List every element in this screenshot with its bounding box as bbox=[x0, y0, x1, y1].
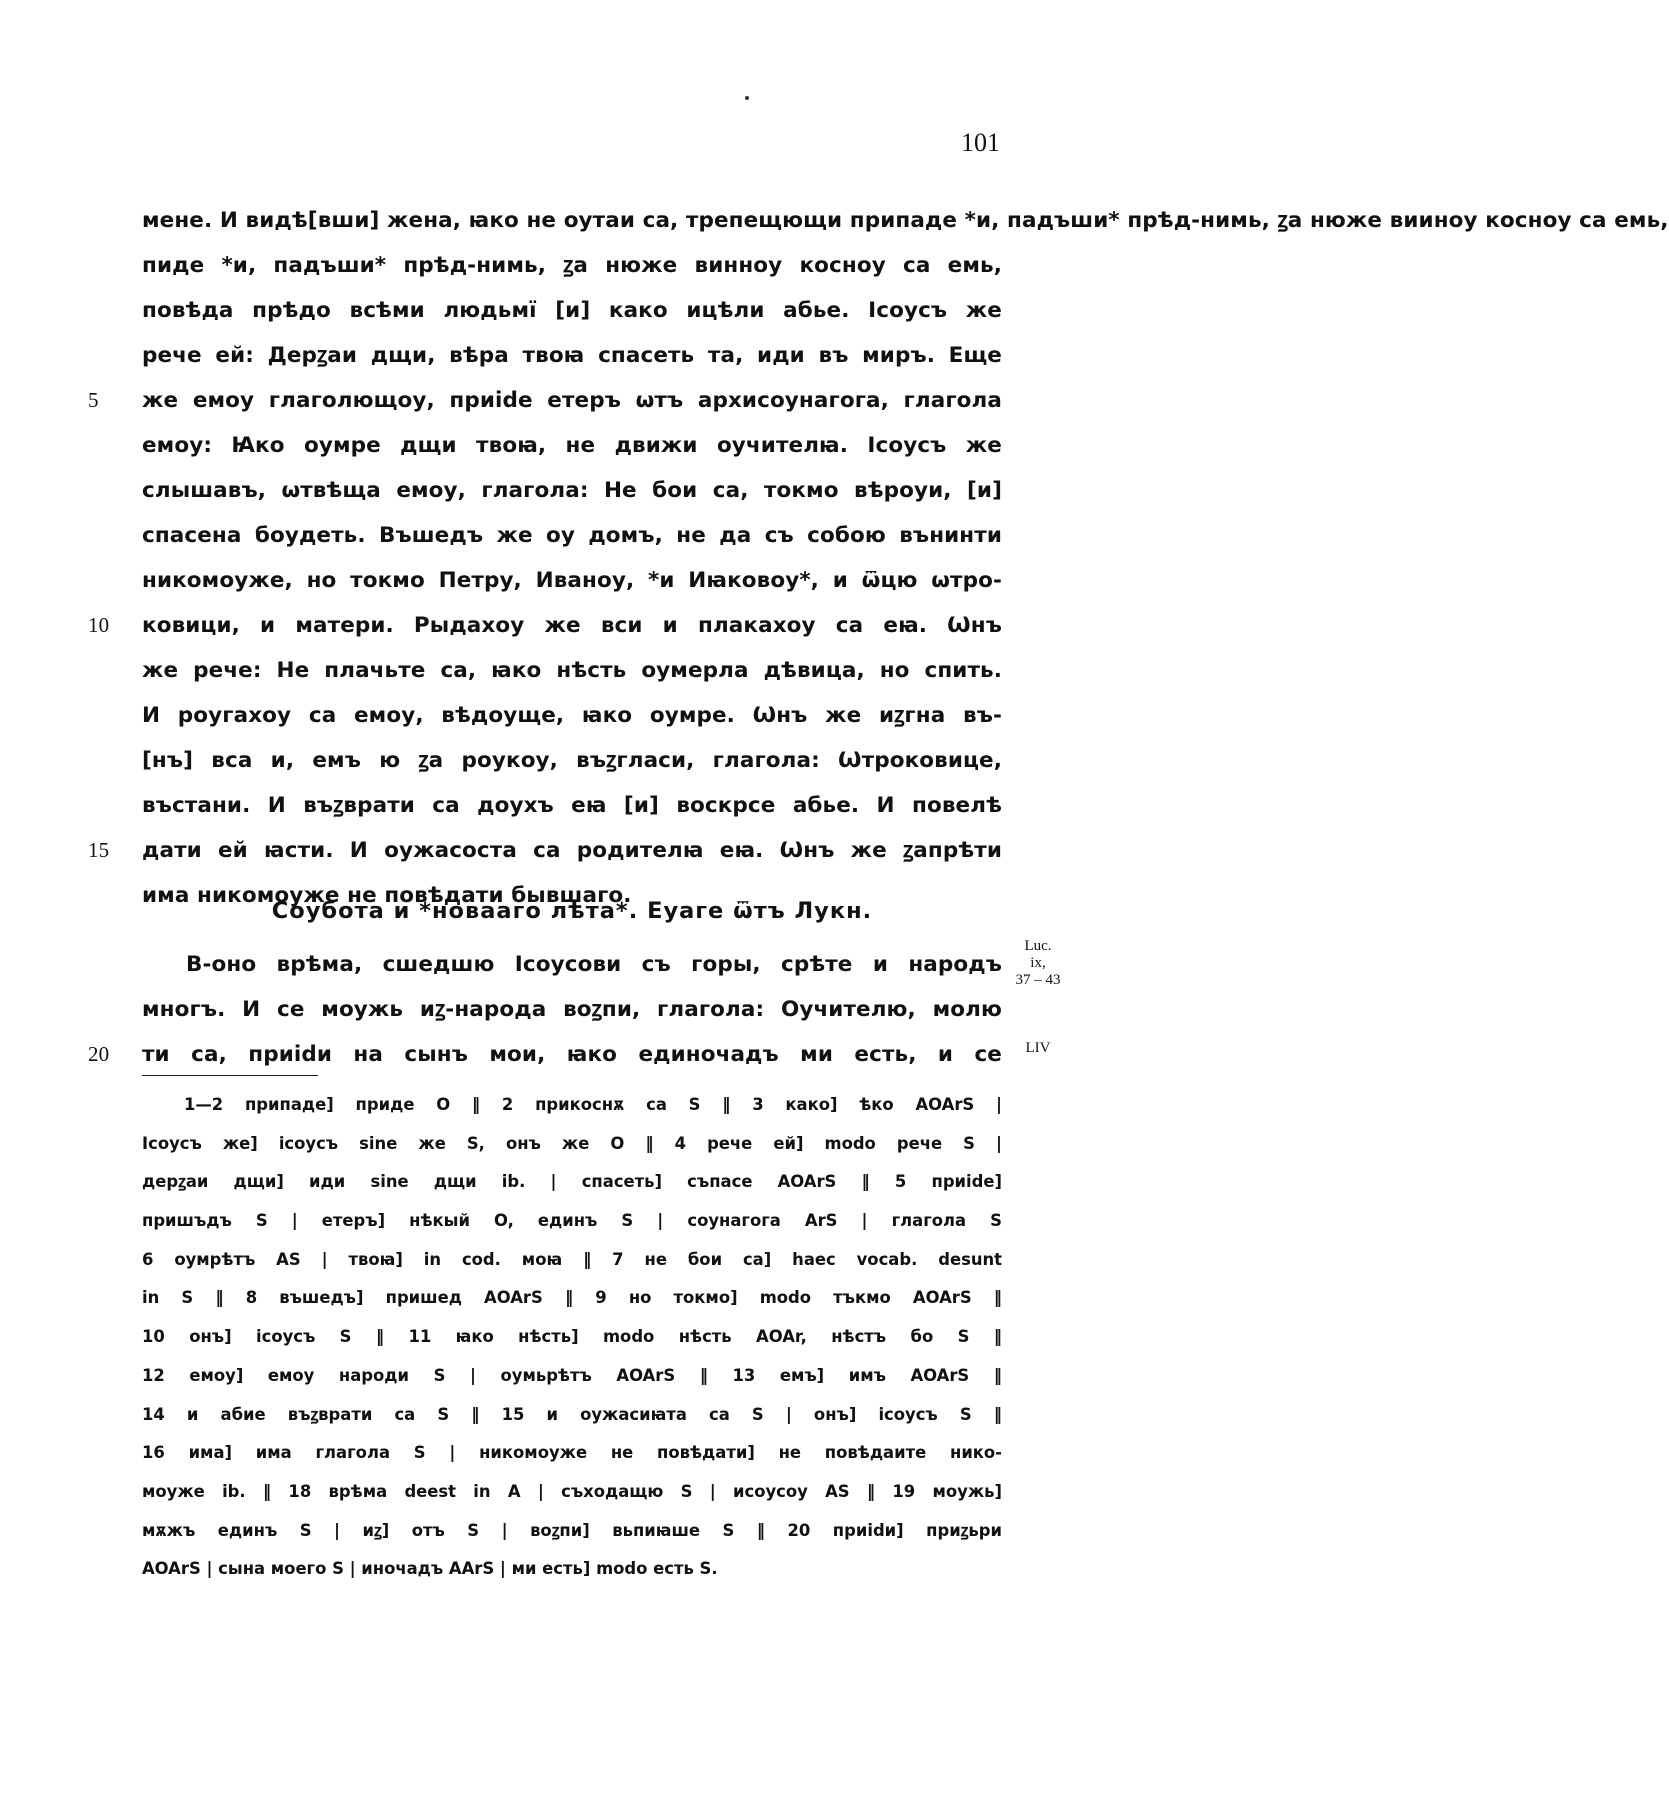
line-text: дати ей ꙗсти. И оужасоста са родителꙗ еꙗ. Ѡнъ же ꙁапрѣти bbox=[142, 838, 1002, 863]
text-line bbox=[142, 468, 1002, 513]
line-text: же емоу глаголющоу, приide етеръ ѡтъ архисоунагога, глагола bbox=[142, 388, 1002, 413]
text-line bbox=[142, 423, 1002, 468]
footnote-line: 1—2 припаде] приде O ‖ 2 прикоснѫ са S ‖ 3 како] ѣко AOArS | bbox=[184, 1095, 1002, 1114]
text-line bbox=[88, 828, 1002, 873]
footnote-line: 12 емоу] емоу народи S | оумьрѣтъ AOArS ‖ 13 емъ] имъ AOArS ‖ bbox=[142, 1365, 1002, 1385]
line-text: ковици, и матери. Рыдахоу же вси и плакахоу са еꙗ. Ѡнъ bbox=[142, 613, 1002, 638]
section-heading: Соубота и *новааго лѣта*. Еуаге ѿтъ Лукн. bbox=[271, 898, 873, 924]
line-text: В-оно врѣма, сшедшю Ісоусови съ горы, срѣте и народъ bbox=[186, 952, 1002, 977]
line-text: емоу: Ꙗко оумре дщи твоꙗ, не движи оучителꙗ. Ісоусъ же bbox=[142, 433, 1002, 458]
margin-section-number: LIV bbox=[1025, 1040, 1051, 1056]
line-number: 5 bbox=[88, 388, 99, 412]
line-text: има никомоуже не повѣдати бывшаго. bbox=[142, 883, 632, 908]
text-line bbox=[88, 603, 1002, 648]
footnote-rule bbox=[142, 1075, 318, 1076]
margin-ref-chapter: ix, bbox=[1030, 955, 1046, 971]
text-line bbox=[142, 987, 1002, 1032]
line-text: же рече: Не плачьте са, ꙗко нѣсть оумерла дѣвица, но спить. bbox=[142, 658, 1002, 683]
text-line bbox=[88, 1032, 1002, 1077]
text-line bbox=[142, 288, 1002, 333]
line-number: 20 bbox=[88, 1042, 110, 1066]
ink-speck bbox=[745, 96, 749, 100]
footnote-line: дерꙁаи дщи] иди sine дщи ib. | спасеть] съпасе AOArS ‖ 5 приide] bbox=[142, 1172, 1002, 1192]
line-text: И роугахоу са емоу, вѣдоуще, ꙗко оумре. Ѡнъ же иꙁгна въ- bbox=[142, 703, 1002, 728]
footnote-line: AOArS | сына моего S | иночадъ AArS | ми есть] modo есть S. bbox=[142, 1559, 718, 1579]
footnote-line: мѫжъ единъ S | иꙁ] отъ S | воꙁпи] вьпиꙗше S ‖ 20 приidи] приꙁьри bbox=[142, 1520, 1002, 1540]
footnote-line: 10 онъ] ісоусъ S ‖ 11 ꙗко нѣсть] modo нѣсть AOAr, нѣстъ бо S ‖ bbox=[142, 1327, 1002, 1347]
footnote-line: 16 има] има глагола S | никомоуже не повѣдати] не повѣдаите нико- bbox=[142, 1443, 1002, 1463]
text-line bbox=[142, 783, 1002, 828]
text-line bbox=[142, 648, 1002, 693]
line-text: слышавъ, ѡтвѣща емоу, глагола: Не бои са, токмо вѣроуи, [и] bbox=[142, 478, 1002, 503]
text-line bbox=[142, 198, 1669, 243]
text-line bbox=[142, 942, 1002, 987]
line-text: спасена боудеть. Въшедъ же оу домъ, не да съ собою вънинти bbox=[142, 523, 1002, 548]
text-line bbox=[142, 693, 1002, 738]
line-text: [нъ] вса и, емъ ю ꙁа роукоу, въꙁгласи, глагола: Ѡтроковице, bbox=[142, 748, 1002, 773]
margin-reference bbox=[1010, 938, 1066, 989]
text-line bbox=[142, 243, 1002, 288]
line-text: въстани. И въꙁврати са доухъ еꙗ [и] воскрсе абье. И повелѣ bbox=[142, 793, 1002, 818]
footnote-line: моуже ib. ‖ 18 врѣма deest in A | съходащю S | исоусоу AS ‖ 19 моужь] bbox=[142, 1481, 1002, 1501]
text-line bbox=[142, 558, 1002, 603]
footnote-line: пришъдъ S | етеръ] нѣкый O, единъ S | соунагога ArS | глагола S bbox=[142, 1211, 1002, 1231]
text-line bbox=[88, 378, 1002, 423]
text-line bbox=[142, 738, 1002, 783]
line-text: ти са, приidи на сынъ мои, ꙗко единочадъ ми есть, и се bbox=[142, 1042, 1002, 1067]
line-text: пиде *и, падъши* прѣд-нимь, ꙁа нюже винноу косноу са емь, bbox=[142, 253, 1002, 278]
footnote-line: 14 и абие въꙁврати са S ‖ 15 и оужасиꙗта са S | онъ] ісоусъ S ‖ bbox=[142, 1404, 1002, 1424]
footnotes-block bbox=[142, 1086, 1002, 1589]
text-line bbox=[142, 513, 1002, 558]
footnote-line: in S ‖ 8 въшедъ] пришед AOArS ‖ 9 но токмо] modo тъкмо AOArS ‖ bbox=[142, 1288, 1002, 1308]
line-text: многъ. И се моужь иꙁ-народа воꙁпи, глагола: Оучителю, молю bbox=[142, 997, 1002, 1022]
footnote-line: 6 оумрѣтъ AS | твоꙗ] in cod. моꙗ ‖ 7 не бои са] haec vocab. desunt bbox=[142, 1249, 1002, 1269]
footnote-line: Ісоусъ же] ісоусъ sine же S, онъ же O ‖ 4 рече ей] modo рече S | bbox=[142, 1133, 1002, 1153]
page-number: 101 bbox=[961, 128, 1000, 157]
line-text: никомоуже, но токмо Петру, Иваноу, *и Иꙗковоу*, и ѿцю ѡтро- bbox=[142, 568, 1002, 593]
line-text: мене. И видѣ[вши] жена, ꙗко не оутаи са, трепещющи припаде *и, падъши* прѣд-нимь, ꙁа нюже вииноу косноу са емь, bbox=[142, 208, 1669, 233]
margin-ref-verses: 37 – 43 bbox=[1015, 972, 1061, 988]
line-number: 10 bbox=[88, 613, 110, 637]
text-line bbox=[142, 333, 1002, 378]
second-text-block bbox=[88, 942, 1002, 1077]
margin-ref-book: Luc. bbox=[1024, 938, 1052, 954]
main-text-block bbox=[88, 198, 1669, 918]
line-text: повѣда прѣдо всѣми людьмї [и] како ицѣли абье. Ісоусъ же bbox=[142, 298, 1002, 323]
line-number: 15 bbox=[88, 838, 110, 862]
line-text: рече ей: Дерꙁаи дщи, вѣра твоꙗ спасеть та, иди въ миръ. Еще bbox=[142, 343, 1002, 368]
